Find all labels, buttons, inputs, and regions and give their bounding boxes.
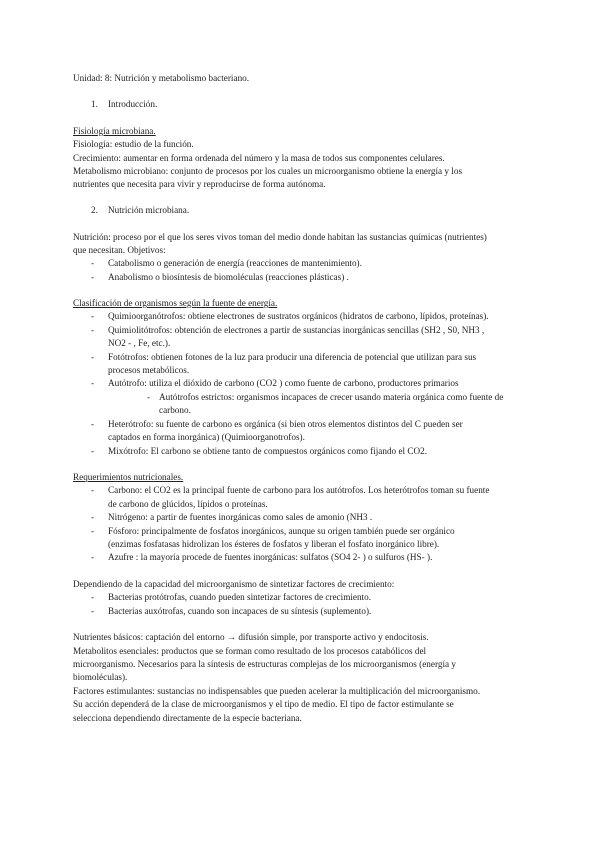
clasificacion-heading: Clasificación de organismos según la fuente de energía. [73,298,278,308]
nutricion-definition: Nutrición: proceso por el que los seres vivos toman del medio donde habitan las sustancias químicas (nutrientes) [73,232,487,242]
bullet-dash: - [91,419,95,429]
factores-estimulantes-cont: Su acción dependerá de la clase de microorganismos y el tipo de medio. El tipo de factor estimulante se [73,699,454,709]
unit-title: Unidad: 8: Nutrición y metabolismo bacteriano. [73,73,250,83]
bullet-dash: - [91,378,95,388]
bullet-dash: - [91,258,95,268]
fototrofos-item-cont: procesos metabólicos. [108,365,190,375]
carbono-item: Carbono: el CO2 es la principal fuente de carbono para los autótrofos. Los heterótrofos toman su fuente [108,485,490,495]
nitrogeno-item: Nitrógeno: a partir de fuentes inorgánicas como sales de amonio (NH3 . [108,512,373,522]
prototrofas-item: Bacterias protótrofas, cuando pueden sintetizar factores de crecimiento. [108,592,372,602]
bullet-dash: - [91,526,95,536]
factores-estimulantes-cont-2: selecciona dependiendo directamente de la especie bacteriana. [73,713,302,723]
factores-intro: Dependiendo de la capacidad del microorganismo de sintetizar factores de crecimiento: [73,579,395,589]
bullet-dash: - [91,272,95,282]
fosforo-item-cont: (enzimas fosfatasas hidrolizan los ésteres de fosfatos y liberan el fosfato inorgánico libre). [108,539,440,549]
quimiolitotrofos-item: Quimiolitótrofos: obtención de electrones a partir de sustancias inorgánicas sencillas (SH2 , S0, NH3 , [108,325,485,335]
fototrofos-item: Fotótrofos: obtienen fotones de la luz para producir una diferencia de potencial que utilizan para sus [108,352,477,362]
bullet-dash: - [91,512,95,522]
bullet-dash: - [91,592,95,602]
carbono-item-cont: de carbono de glúcidos, lípidos o proteínas. [108,499,268,509]
metabolismo-line-cont: nutrientes que necesita para vivir y reproducirse de forma autónoma. [73,179,326,189]
nutricion-definition-cont: que necesitan. Objetivos: [73,245,166,255]
bullet-dash: - [91,446,95,456]
requerimientos-heading: Requerimientos nutricionales. [73,472,184,482]
metabolitos-esenciales-line: Metabolitos esenciales: productos que se forman como resultado de los procesos catabólicos del [73,646,427,656]
section-2-number: 2. [91,205,98,215]
heterotrofo-item: Heterótrofo: su fuente de carbono es orgánica (si bien otros elementos distintos del C pueden ser [108,419,463,429]
bullet-dash: - [91,311,95,321]
bullet-dash: - [91,325,95,335]
crecimiento-line: Crecimiento: aumentar en forma ordenada del número y la masa de todos sus componentes celulares. [73,153,445,163]
bullet-dash: - [91,552,95,562]
metabolismo-line: Metabolismo microbiano: conjunto de procesos por los cuales un microorganismo obtiene la energía y los [73,166,463,176]
metabolitos-esenciales-cont: microorganismo. Necesarios para la síntesis de estructuras complejas de los microorganismos (energía y [73,659,456,669]
fisiologia-line: Fisiología: estudio de la función. [73,139,194,149]
autotrofos-estrictos-item: Autótrofos estrictos: organismos incapaces de crecer usando materia orgánica como fuente de [159,392,504,402]
bullet-dash: - [91,485,95,495]
metabolitos-esenciales-cont-2: biomoléculas). [73,672,128,682]
section-1-title: Introducción. [108,99,158,109]
objetivo-catabolismo: Catabolismo o generación de energía (reacciones de mantenimiento). [108,258,362,268]
section-1-number: 1. [91,99,98,109]
nutrientes-basicos-line: Nutrientes básicos: captación del entorno → difusión simple, por transporte activo y endocitosis. [73,632,429,642]
bullet-dash: - [91,606,95,616]
fisiologia-heading: Fisiología microbiana. [73,126,156,136]
azufre-item: Azufre : la mayoría procede de fuentes inorgánicas: sulfatos (SO4 2- ) o sulfuros (HS- ). [108,552,433,562]
bullet-dash: - [91,352,95,362]
autotrofo-item: Autótrofo: utiliza el dióxido de carbono (CO2 ) como fuente de carbono, productores primarios [108,378,459,388]
mixotrofo-item: Mixótrofo: El carbono se obtiene tanto de compuestos orgánicos como fijando el CO2. [108,446,428,456]
auxotrofas-item: Bacterias auxótrofas, cuando son incapaces de su síntesis (suplemento). [108,606,372,616]
section-2-title: Nutrición microbiana. [108,205,190,215]
fosforo-item: Fósforo: principalmente de fosfatos inorgánicos, aunque su origen también puede ser orgánico [108,526,455,536]
quimiolitotrofos-item-cont: NO2 - , Fe, etc.). [108,338,171,348]
heterotrofo-item-cont: captados en forma inorgánica) (Quimioorganotrofos). [108,432,305,442]
factores-estimulantes-line: Factores estimulantes: sustancias no indispensables que pueden acelerar la multiplicación del microorganismo. [73,686,481,696]
bullet-dash: - [147,392,151,402]
objetivo-anabolismo: Anabolismo o biosíntesis de biomoléculas (reacciones plásticas) . [108,272,349,282]
quimioorganotrofos-item: Quimioorganótrofos: obtiene electrones de sustratos orgánicos (hidratos de carbono, lípidos, proteínas). [108,311,489,321]
autotrofos-estrictos-item-cont: carbono. [159,405,191,415]
